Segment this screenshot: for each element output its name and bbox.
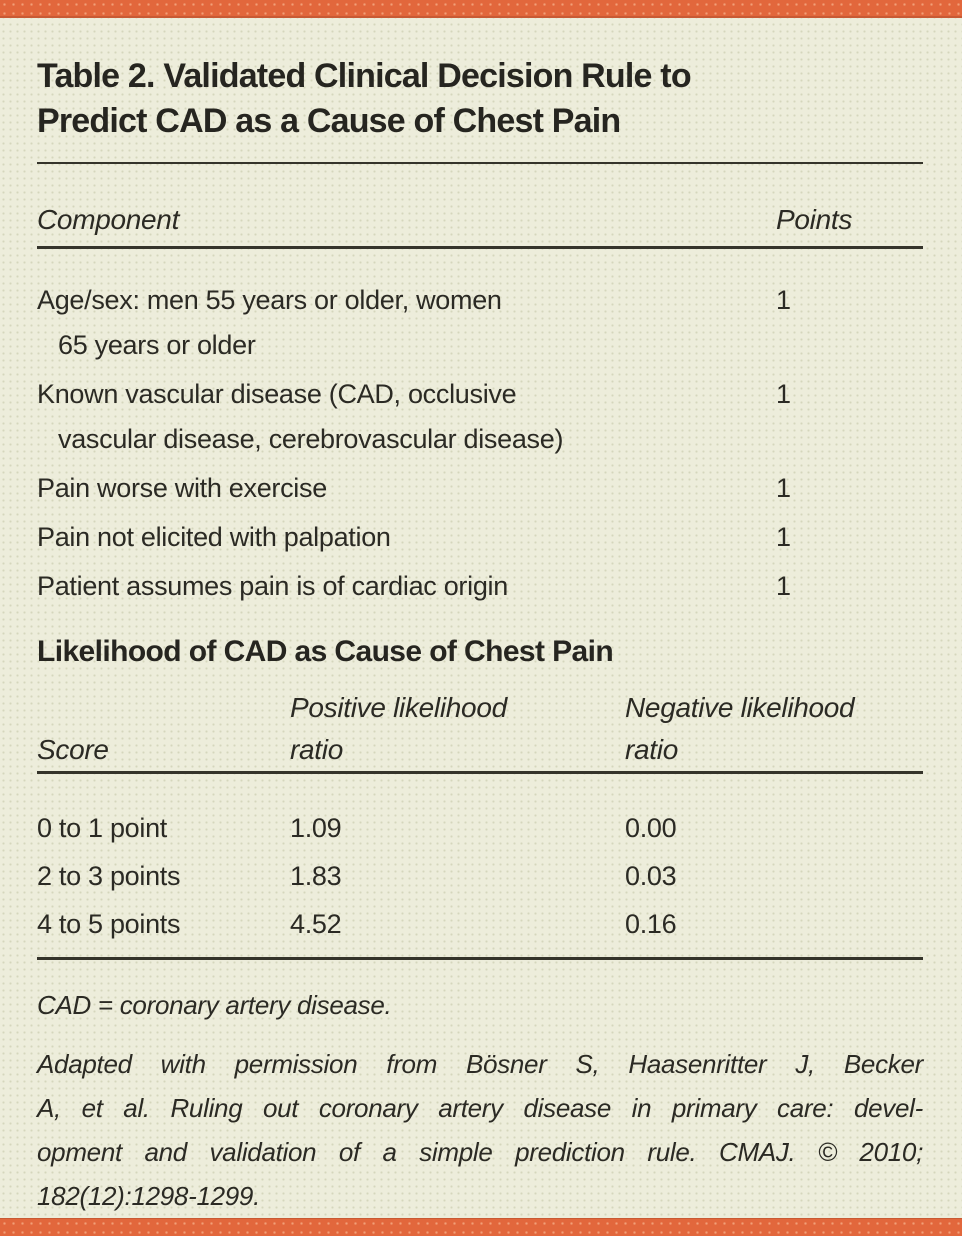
component-text: Age/sex: men 55 years or older, women <box>37 285 502 315</box>
component-text: Pain worse with exercise <box>37 473 327 503</box>
component-row <box>37 466 923 511</box>
component-column-header: Component <box>37 204 180 235</box>
component-cell <box>37 466 776 511</box>
component-text: Pain not elicited with palpation <box>37 522 391 552</box>
components-table-body <box>37 278 923 609</box>
positive-lr-value: 4.52 <box>290 909 342 939</box>
points-value: 1 <box>776 473 791 503</box>
citation-line-2: A, et al. Ruling out coronary artery disease in primary care: devel- <box>37 1093 923 1123</box>
likelihood-header-divider <box>37 771 923 774</box>
bottom-accent-bar <box>0 1218 962 1236</box>
score-value: 0 to 1 point <box>37 813 168 843</box>
likelihood-header-row <box>37 687 923 771</box>
component-cell <box>37 564 776 609</box>
points-value: 1 <box>776 285 791 315</box>
negative-lr-value: 0.00 <box>625 813 677 843</box>
likelihood-row <box>37 854 923 899</box>
component-row <box>37 278 923 368</box>
component-cell <box>37 372 776 462</box>
likelihood-row <box>37 806 923 851</box>
negative-lr-value: 0.16 <box>625 909 677 939</box>
positive-lr-value: 1.83 <box>290 861 342 891</box>
component-text: Known vascular disease (CAD, occlusive <box>37 379 517 409</box>
citation-line-4: 182(12):1298-1299. <box>37 1181 261 1211</box>
component-text-wrap: 65 years or older <box>58 330 256 360</box>
table-title <box>37 54 923 144</box>
citation-footnote <box>37 1042 923 1218</box>
negative-lr-value: 0.03 <box>625 861 677 891</box>
abbreviation-footnote: CAD = coronary artery disease. <box>37 990 392 1020</box>
score-value: 4 to 5 points <box>37 909 181 939</box>
likelihood-row <box>37 902 923 947</box>
table-figure <box>37 18 923 1218</box>
points-value: 1 <box>776 522 791 552</box>
points-value: 1 <box>776 379 791 409</box>
citation-line-1: Adapted with permission from Bösner S, Haasenritter J, Becker <box>37 1049 923 1079</box>
component-cell <box>37 278 776 368</box>
score-column-header: Score <box>37 734 109 765</box>
positive-lr-column-header: Positive likelihood ratio <box>290 692 507 765</box>
component-row <box>37 372 923 462</box>
points-column-header: Points <box>776 204 853 235</box>
score-value: 2 to 3 points <box>37 861 181 891</box>
component-text: Patient assumes pain is of cardiac origin <box>37 571 508 601</box>
positive-lr-value: 1.09 <box>290 813 342 843</box>
components-header-divider <box>37 246 923 249</box>
table-title-line-1: Table 2. Validated Clinical Decision Rule to <box>37 57 691 95</box>
components-header-row <box>37 203 923 237</box>
top-accent-bar <box>0 0 962 18</box>
negative-lr-column-header: Negative likelihood ratio <box>625 692 855 765</box>
table-title-line-2: Predict CAD as a Cause of Chest Pain <box>37 102 621 140</box>
component-row <box>37 564 923 609</box>
likelihood-heading: Likelihood of CAD as Cause of Chest Pain <box>37 635 614 668</box>
points-value: 1 <box>776 571 791 601</box>
component-text-wrap: vascular disease, cerebrovascular disease) <box>58 424 564 454</box>
citation-line-3: opment and validation of a simple prediction rule. CMAJ. © 2010; <box>37 1137 923 1167</box>
title-divider <box>37 162 923 164</box>
likelihood-table-body <box>37 806 923 947</box>
component-row <box>37 515 923 560</box>
footnote-divider <box>37 957 923 960</box>
component-cell <box>37 515 776 560</box>
